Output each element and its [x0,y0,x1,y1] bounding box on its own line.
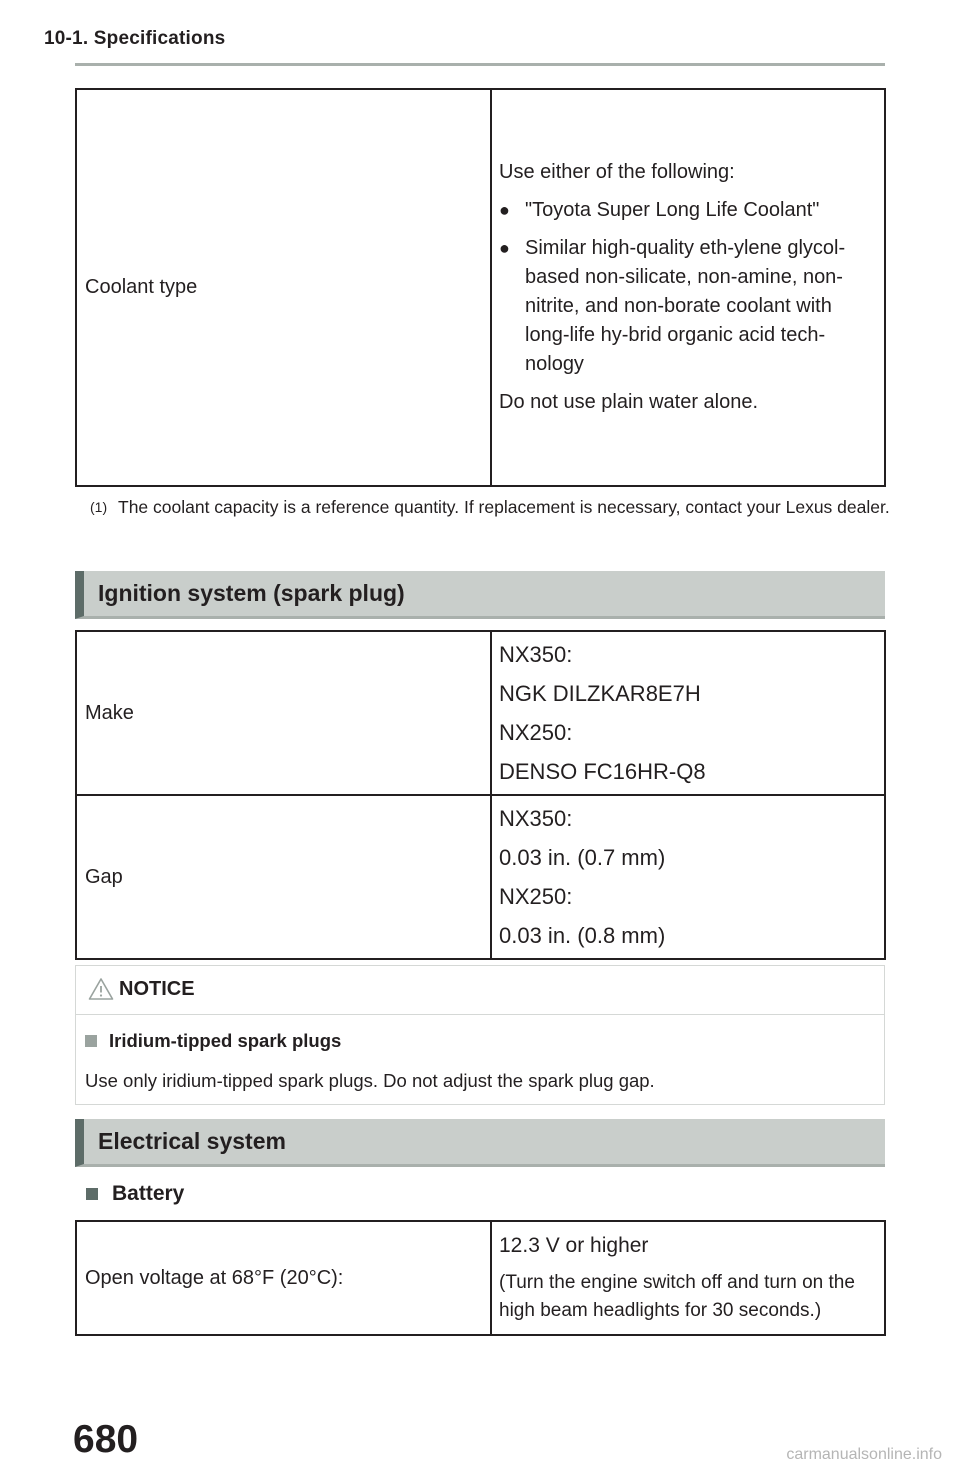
table-row [76,631,885,795]
coolant-table [75,88,886,487]
footnote-marker: (1) [90,499,108,515]
voltage-note: (Turn the engine switch off and turn on the high beam headlights for 30 seconds.) [499,1272,855,1321]
notice-subtitle-text: Iridium-tipped spark plugs [109,1030,342,1051]
section-header: 10-1. Specifications [44,28,226,49]
watermark: carmanualsonline.info [786,1446,942,1463]
table-row [76,89,885,486]
coolant-type-label: Coolant type [76,89,491,486]
notice-header [76,966,884,1015]
make-part-nx350: NGK DILZKAR8E7H [499,681,701,706]
open-voltage-value [491,1221,885,1335]
make-label: Make [76,631,491,795]
make-model-nx350: NX350: [499,642,573,667]
square-bullet-icon [85,1035,97,1047]
gap-label: Gap [76,795,491,959]
gap-size-nx350: 0.03 in. (0.7 mm) [499,845,666,870]
voltage-value: 12.3 V or higher [499,1234,649,1257]
make-value [491,631,885,795]
gap-size-nx250: 0.03 in. (0.8 mm) [499,923,666,948]
open-voltage-label: Open voltage at 68°F (20°C): [76,1221,491,1335]
square-bullet-icon [86,1188,98,1200]
coolant-option-1: "Toyota Super Long Life Coolant" [525,199,820,221]
bullet-icon: ● [499,200,510,220]
ignition-table [75,630,886,960]
battery-heading-text: Battery [112,1182,185,1205]
coolant-outro: Do not use plain water alone. [499,391,759,413]
notice-subtitle [85,1030,341,1052]
coolant-option-2: Similar high-quality eth-ylene glycol-based non-silicate, non-amine, non-nitrite, and non-borate coolant with long-life hy-brid organic acid tech-nology [525,237,846,375]
notice-title: NOTICE [119,978,195,1000]
table-row [76,1221,885,1335]
notice-box [75,965,885,1105]
gap-model-nx250: NX250: [499,884,573,909]
notice-text: Use only iridium-tipped spark plugs. Do not adjust the spark plug gap. [85,1070,655,1091]
electrical-section-title: Electrical system [98,1128,286,1154]
coolant-type-value [491,89,885,486]
battery-heading [86,1182,184,1206]
header-rule [75,63,885,66]
battery-table [75,1220,886,1336]
page-number: 680 [73,1418,139,1461]
ignition-section-heading [75,571,885,619]
ignition-section-title: Ignition system (spark plug) [98,580,405,606]
gap-model-nx350: NX350: [499,806,573,831]
footnote-text: The coolant capacity is a reference quantity. If replacement is necessary, contact your Lexus dealer. [118,497,890,517]
list-item [499,234,874,379]
make-part-nx250: DENSO FC16HR-Q8 [499,759,706,784]
bullet-icon: ● [499,238,510,258]
make-model-nx250: NX250: [499,720,573,745]
gap-value [491,795,885,959]
coolant-intro: Use either of the following: [499,161,735,183]
table-row [76,795,885,959]
list-item [499,196,874,225]
warning-icon [88,977,114,1006]
electrical-section-heading [75,1119,885,1167]
coolant-footnote [90,495,890,519]
